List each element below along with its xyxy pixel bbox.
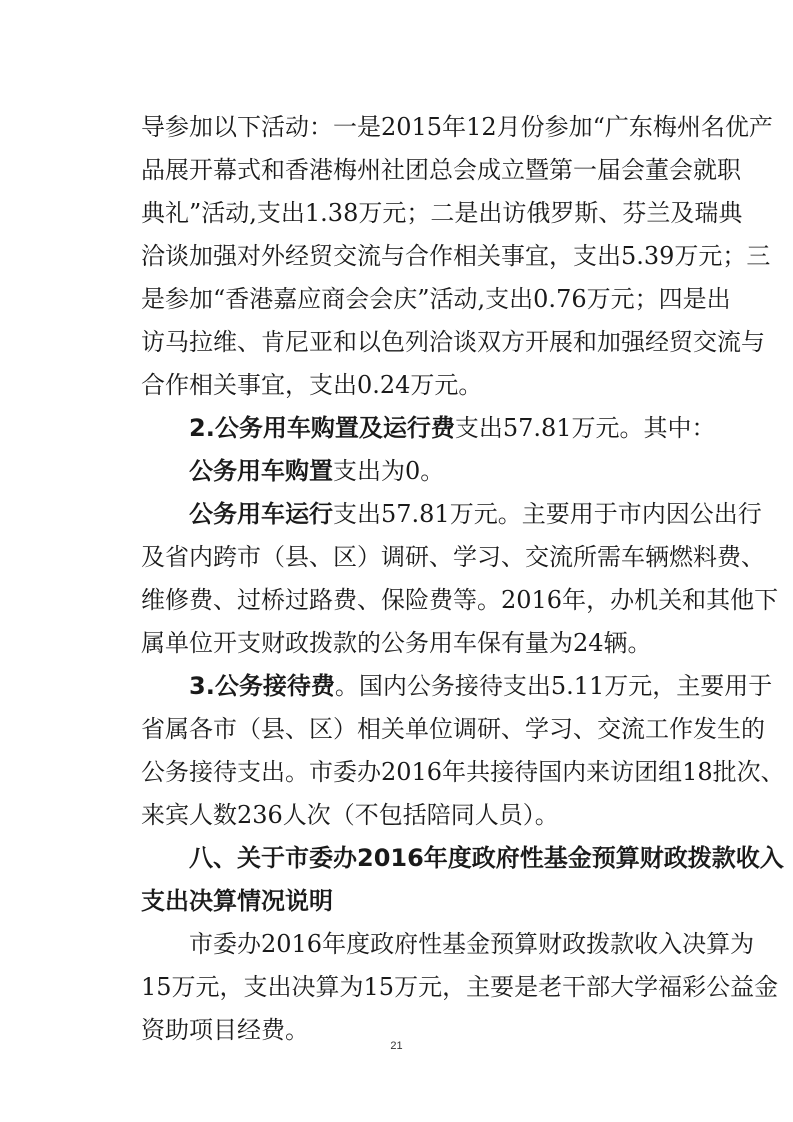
body-line: 合作相关事宜，支出0.24万元。 (141, 371, 483, 399)
section-2-heading-rest: 支出57.81万元。其中： (454, 414, 716, 442)
body-line: 公务接待支出。市委办2016年共接待国内来访团组18批次、 (141, 758, 785, 786)
body-line: 属单位开支财政拨款的公务用车保有量为24辆。 (141, 629, 652, 657)
body-line: 省属各市（县、区）相关单位调研、学习、交流工作发生的 (141, 715, 765, 743)
vehicle-operation-text: 支出57.81万元。主要用于市内因公出行 (333, 500, 762, 528)
section-3-heading-rest: 。国内公务接待支出5.11万元，主要用于 (334, 672, 773, 700)
body-line: 15万元，支出决算为15万元，主要是老干部大学福彩公益金 (141, 973, 779, 1001)
body-line: 及省内跨市（县、区）调研、学习、交流所需车辆燃料费、 (141, 543, 765, 571)
body-line: 访马拉维、肯尼亚和以色列洽谈双方开展和加强经贸交流与 (141, 328, 765, 356)
section-8-heading-cont: 支出决算情况说明 (141, 887, 333, 915)
body-line: 资助项目经费。 (141, 1016, 309, 1044)
section-3-heading-line (189, 664, 773, 708)
section-2-heading-line (189, 406, 716, 450)
body-line: 导参加以下活动：一是2015年12月份参加“广东梅州名优产 (141, 113, 773, 141)
vehicle-purchase-label: 公务用车购置 (189, 457, 333, 485)
section-8-heading: 八、关于市委办2016年度政府性基金预算财政拨款收入 (189, 844, 784, 872)
body-line: 来宾人数236人次（不包括陪同人员）。 (141, 801, 559, 829)
vehicle-purchase-text: 支出为0。 (333, 457, 445, 485)
vehicle-operation-label: 公务用车运行 (189, 500, 333, 528)
body-line: 市委办2016年度政府性基金预算财政拨款收入决算为 (189, 930, 755, 958)
vehicle-purchase-line (189, 449, 701, 493)
body-line: 是参加“香港嘉应商会会庆”活动,支出0.76万元；四是出 (141, 285, 731, 313)
body-line: 维修费、过桥过路费、保险费等。2016年，办机关和其他下 (141, 586, 779, 614)
body-line: 洽谈加强对外经贸交流与合作相关事宜，支出5.39万元；三 (141, 242, 771, 270)
section-2-heading: 2.公务用车购置及运行费 (189, 414, 455, 442)
page-number: 21 (390, 1040, 403, 1052)
body-line: 品展开幕式和香港梅州社团总会成立暨第一届会董会就职 (141, 156, 741, 184)
vehicle-operation-line (189, 492, 762, 536)
body-line: 典礼”活动,支出1.38万元；二是出访俄罗斯、芬兰及瑞典 (141, 199, 743, 227)
section-3-heading: 3.公务接待费 (189, 672, 335, 700)
